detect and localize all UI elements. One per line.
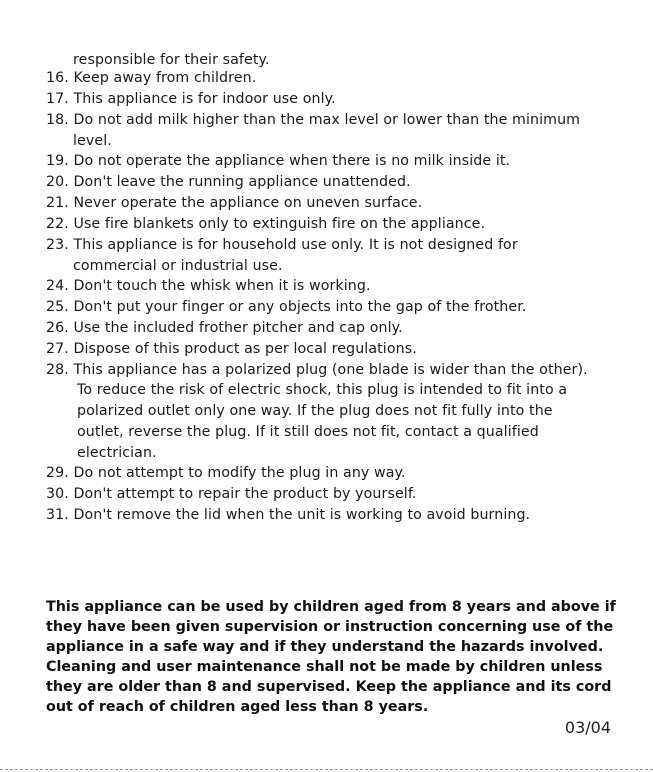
instruction-line: commercial or industrial use. — [73, 258, 283, 274]
instruction-line: 22. Use fire blankets only to extinguish fire on the appliance. — [46, 216, 486, 232]
instruction-line: 16. Keep away from children. — [46, 70, 257, 86]
instruction-line: outlet, reverse the plug. If it still does not fit, contact a qualified — [77, 424, 539, 440]
instruction-line: 24. Don't touch the whisk when it is working. — [46, 278, 371, 294]
page-number: 03/04 — [564, 718, 611, 737]
instruction-line: 25. Don't put your finger or any objects into the gap of the frother. — [46, 299, 527, 315]
instruction-line: 27. Dispose of this product as per local regulations. — [46, 341, 417, 357]
instruction-line: responsible for their safety. — [73, 52, 270, 68]
instruction-line: 26. Use the included frother pitcher and cap only. — [46, 320, 403, 336]
warning-line: appliance in a safe way and if they understand the hazards involved. — [46, 639, 604, 655]
instruction-line: polarized outlet only one way. If the plug does not fit fully into the — [77, 403, 553, 419]
instruction-line: 29. Do not attempt to modify the plug in any way. — [46, 465, 406, 481]
instruction-line: 21. Never operate the appliance on uneven surface. — [46, 195, 423, 211]
warning-line: Cleaning and user maintenance shall not be made by children unless — [46, 659, 603, 675]
instruction-line: 18. Do not add milk higher than the max level or lower than the minimum — [46, 112, 581, 128]
instruction-line: 20. Don't leave the running appliance unattended. — [46, 174, 411, 190]
child-safety-warning — [46, 597, 616, 717]
instruction-line: 28. This appliance has a polarized plug (one blade is wider than the other). — [46, 362, 588, 378]
instruction-line: 30. Don't attempt to repair the product by yourself. — [46, 486, 417, 502]
instruction-line: electrician. — [77, 445, 157, 461]
warning-line: This appliance can be used by children aged from 8 years and above if — [46, 599, 616, 615]
warning-line: out of reach of children aged less than 8 years. — [46, 699, 429, 715]
instruction-line: To reduce the risk of electric shock, this plug is intended to fit into a — [77, 382, 568, 398]
instruction-line: 17. This appliance is for indoor use only. — [46, 91, 336, 107]
instruction-line: 19. Do not operate the appliance when there is no milk inside it. — [46, 153, 511, 169]
instruction-line: 31. Don't remove the lid when the unit is working to avoid burning. — [46, 507, 531, 523]
instruction-line: 23. This appliance is for household use only. It is not designed for — [46, 237, 518, 253]
warning-line: they have been given supervision or instruction concerning use of the — [46, 619, 614, 635]
page-divider — [0, 769, 653, 770]
warning-line: they are older than 8 and supervised. Keep the appliance and its cord — [46, 679, 612, 695]
instruction-line: level. — [73, 133, 112, 149]
